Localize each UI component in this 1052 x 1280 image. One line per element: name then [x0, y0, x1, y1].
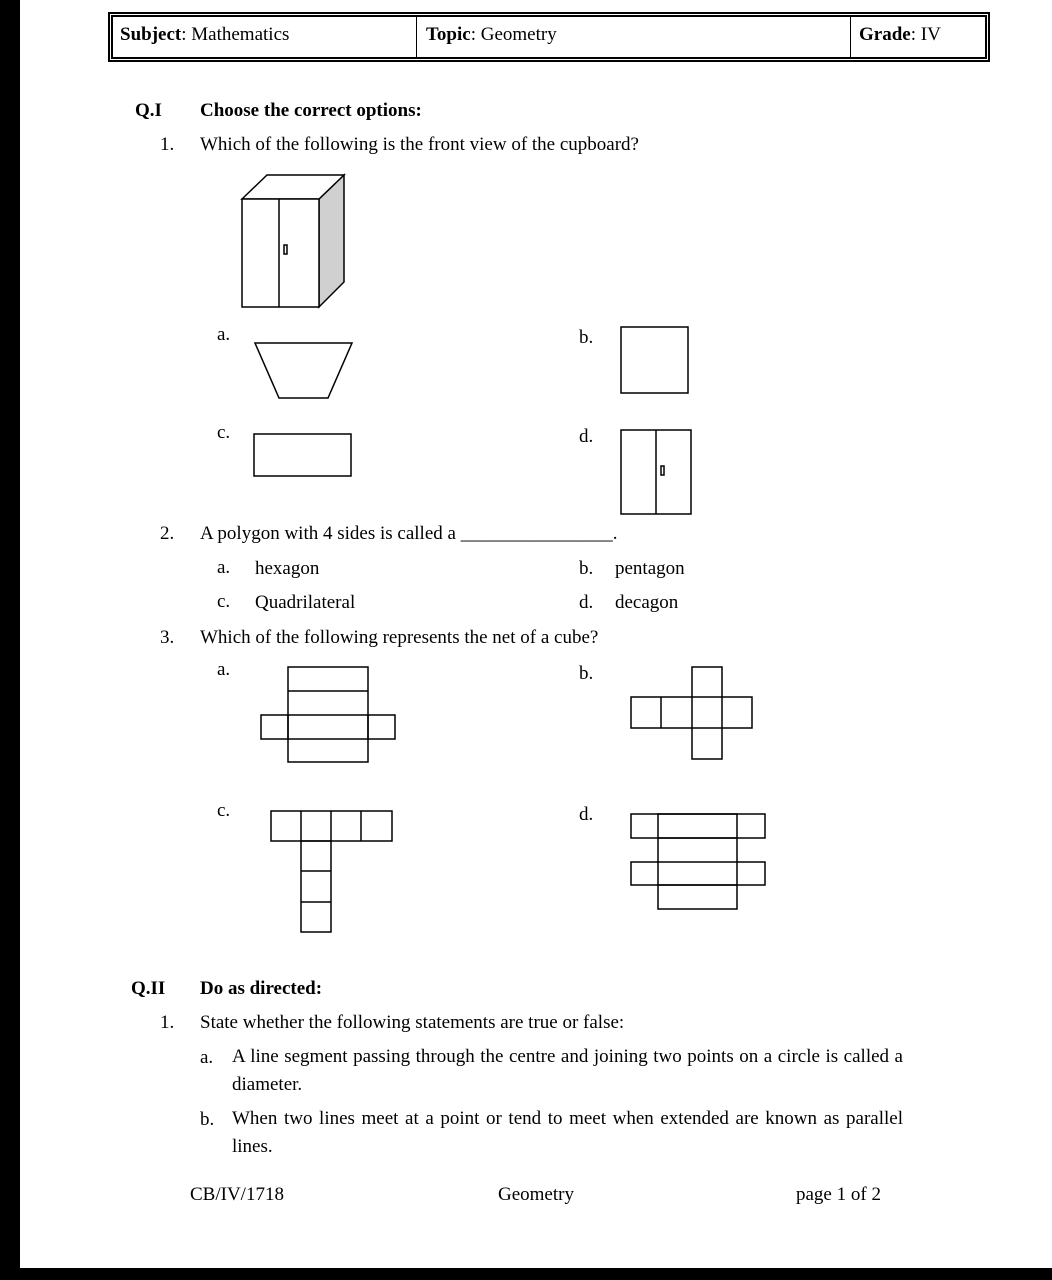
option-text: hexagon [255, 558, 320, 579]
topic-value: Geometry [480, 24, 557, 45]
q1-3-text: Which of the following represents the net of a cube? [200, 627, 599, 648]
q2-1-number: 1. [160, 1012, 175, 1033]
option-letter: c. [217, 591, 231, 612]
option-label: c. [217, 800, 231, 821]
cupboard-figure [242, 175, 344, 307]
option-label: c. [217, 422, 231, 443]
subject-value: Mathematics [191, 24, 290, 45]
statement-text: A line segment passing through the centre and joining two points on a circle is called a diameter. [232, 1046, 903, 1095]
q1-1-number: 1. [160, 134, 175, 155]
footer-code: CB/IV/1718 [190, 1184, 284, 1205]
q1-2-text: A polygon with 4 sides is called a ________________. [200, 523, 618, 544]
q1-title: Choose the correct options: [200, 100, 422, 121]
statement-letter: b. [200, 1109, 215, 1130]
option-letter: d. [579, 592, 594, 613]
grade-label: Grade [859, 24, 911, 45]
grade-field: Grade: IV [859, 24, 941, 45]
option-text: pentagon [615, 558, 685, 579]
option-letter: b. [579, 558, 594, 579]
option-d-cupboard-front [621, 430, 691, 514]
subject-field: Subject: Mathematics [120, 24, 290, 45]
footer-page: page 1 of 2 [796, 1184, 881, 1205]
option-label: a. [217, 324, 231, 345]
option-a-trapezoid [255, 343, 352, 398]
option-label: b. [579, 327, 594, 348]
option-label: a. [217, 659, 231, 680]
q1-1-text: Which of the following is the front view of the cupboard? [200, 134, 639, 155]
option-text: decagon [615, 592, 679, 613]
net-a [261, 667, 395, 762]
statement-text: When two lines meet at a point or tend to meet when extended are known as parallel lines. [232, 1108, 903, 1157]
footer-topic: Geometry [498, 1184, 574, 1205]
q1-number: Q.I [135, 100, 162, 121]
subject-label: Subject [120, 24, 182, 45]
statement-letter: a. [200, 1047, 214, 1068]
net-d [631, 814, 765, 909]
q1-2-number: 2. [160, 523, 175, 544]
q2-number: Q.II [131, 978, 166, 999]
option-letter: a. [217, 557, 231, 578]
net-c [271, 811, 392, 932]
option-text: Quadrilateral [255, 592, 356, 613]
q1-3-number: 3. [160, 627, 175, 648]
option-label: d. [579, 426, 594, 447]
topic-label: Topic [426, 24, 471, 45]
option-b-square [621, 327, 688, 393]
q2-title: Do as directed: [200, 978, 323, 999]
q2-1-text: State whether the following statements are true or false: [200, 1012, 625, 1033]
topic-field: Topic: Geometry [426, 24, 557, 45]
option-label: b. [579, 663, 594, 684]
option-label: d. [579, 804, 594, 825]
grade-value: IV [920, 24, 941, 45]
net-b [631, 667, 752, 759]
option-c-rectangle [254, 434, 351, 476]
